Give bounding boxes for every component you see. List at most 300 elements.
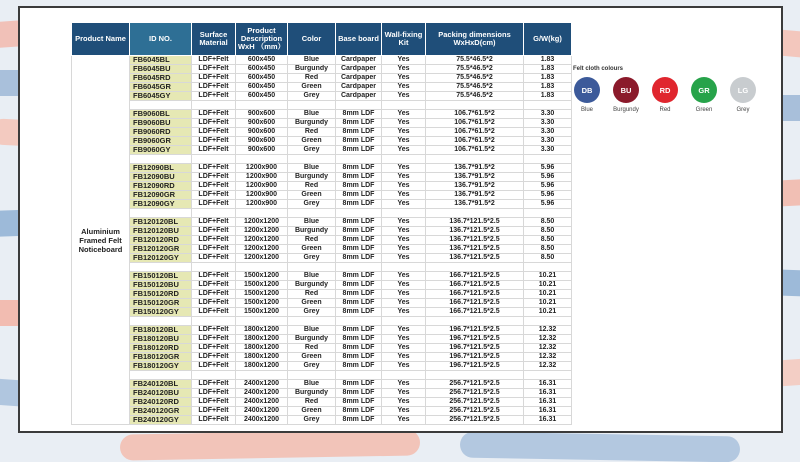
cell-gw: 12.32 (524, 335, 572, 344)
cell-kit: Yes (382, 200, 426, 209)
cell-packing: 136.7*121.5*2.5 (426, 254, 524, 263)
table-row (72, 128, 572, 137)
cell-surface: LDF+Felt (192, 299, 236, 308)
cell-surface: LDF+Felt (192, 74, 236, 83)
cell-packing: 166.7*121.5*2.5 (426, 308, 524, 317)
cell-id: FB150120BU (130, 281, 192, 290)
cell-color: Burgundy (288, 173, 336, 182)
cell-gw: 12.32 (524, 326, 572, 335)
spacer-cell (524, 263, 572, 272)
cell-gw: 1.83 (524, 65, 572, 74)
cell-id: FB12090RD (130, 182, 192, 191)
header-color: Color (288, 23, 336, 56)
spacer-cell (426, 317, 524, 326)
cell-id: FB240120GR (130, 407, 192, 416)
cell-packing: 136.7*91.5*2 (426, 173, 524, 182)
cell-gw: 8.50 (524, 236, 572, 245)
cell-id: FB180120BL (130, 326, 192, 335)
table-row (72, 227, 572, 236)
cell-kit: Yes (382, 416, 426, 425)
cell-packing: 196.7*121.5*2.5 (426, 362, 524, 371)
cell-gw: 10.21 (524, 299, 572, 308)
table-row (72, 380, 572, 389)
cell-color: Grey (288, 254, 336, 263)
spacer-cell (336, 371, 382, 380)
cell-size: 1200x1200 (236, 227, 288, 236)
cell-packing: 75.5*46.5*2 (426, 92, 524, 101)
cell-size: 1200x900 (236, 164, 288, 173)
cell-color: Blue (288, 326, 336, 335)
cell-size: 1200x900 (236, 173, 288, 182)
cell-size: 1500x1200 (236, 290, 288, 299)
cell-surface: LDF+Felt (192, 92, 236, 101)
cell-kit: Yes (382, 344, 426, 353)
cell-base: 8mm LDF (336, 119, 382, 128)
cell-gw: 1.83 (524, 56, 572, 65)
spacer-cell (382, 209, 426, 218)
cell-base: Cardpaper (336, 92, 382, 101)
table-row (72, 416, 572, 425)
cell-id: FB240120GY (130, 416, 192, 425)
cell-id: FB9060BU (130, 119, 192, 128)
header-gw: G/W(kg) (524, 23, 572, 56)
table-row (72, 137, 572, 146)
cell-kit: Yes (382, 56, 426, 65)
cell-gw: 3.30 (524, 128, 572, 137)
group-spacer-row (72, 317, 572, 326)
table-row (72, 173, 572, 182)
cell-size: 1200x1200 (236, 236, 288, 245)
cell-id: FB240120BL (130, 380, 192, 389)
cell-color: Blue (288, 380, 336, 389)
cell-surface: LDF+Felt (192, 56, 236, 65)
cell-id: FB240120RD (130, 398, 192, 407)
spacer-cell (192, 263, 236, 272)
cell-size: 900x600 (236, 146, 288, 155)
cell-color: Grey (288, 200, 336, 209)
cell-kit: Yes (382, 272, 426, 281)
cell-packing: 256.7*121.5*2.5 (426, 416, 524, 425)
cell-surface: LDF+Felt (192, 335, 236, 344)
cell-surface: LDF+Felt (192, 200, 236, 209)
cell-color: Burgundy (288, 281, 336, 290)
cell-packing: 166.7*121.5*2.5 (426, 281, 524, 290)
cell-packing: 136.7*91.5*2 (426, 182, 524, 191)
cell-gw: 10.21 (524, 290, 572, 299)
spacer-cell (524, 155, 572, 164)
cell-base: 8mm LDF (336, 398, 382, 407)
swatch-label: Grey (736, 107, 750, 113)
cell-size: 1500x1200 (236, 299, 288, 308)
spacer-cell (524, 371, 572, 380)
cell-base: 8mm LDF (336, 254, 382, 263)
cell-base: 8mm LDF (336, 182, 382, 191)
cell-id: FB180120RD (130, 344, 192, 353)
cell-base: 8mm LDF (336, 344, 382, 353)
cell-base: 8mm LDF (336, 407, 382, 416)
cell-size: 1500x1200 (236, 281, 288, 290)
cell-gw: 5.96 (524, 191, 572, 200)
cell-base: 8mm LDF (336, 299, 382, 308)
cell-surface: LDF+Felt (192, 227, 236, 236)
cell-gw: 10.21 (524, 272, 572, 281)
spacer-cell (382, 101, 426, 110)
table-row (72, 164, 572, 173)
cell-size: 1200x900 (236, 182, 288, 191)
cell-base: 8mm LDF (336, 353, 382, 362)
cell-kit: Yes (382, 191, 426, 200)
cell-gw: 3.30 (524, 137, 572, 146)
cell-size: 1800x1200 (236, 362, 288, 371)
group-spacer-row (72, 371, 572, 380)
cell-color: Red (288, 182, 336, 191)
cell-gw: 8.50 (524, 254, 572, 263)
table-row (72, 83, 572, 92)
table-row (72, 290, 572, 299)
cell-id: FB150120RD (130, 290, 192, 299)
cell-packing: 75.5*46.5*2 (426, 83, 524, 92)
cell-gw: 5.96 (524, 182, 572, 191)
cell-id: FB180120GY (130, 362, 192, 371)
swatch-blue (573, 77, 601, 113)
spacer-cell (288, 209, 336, 218)
cell-id: FB150120BL (130, 272, 192, 281)
cell-surface: LDF+Felt (192, 308, 236, 317)
cell-gw: 8.50 (524, 218, 572, 227)
swatch-red (651, 77, 679, 113)
cell-color: Burgundy (288, 389, 336, 398)
cell-base: 8mm LDF (336, 128, 382, 137)
cell-surface: LDF+Felt (192, 119, 236, 128)
swatch-dot: RD (652, 77, 678, 103)
table-row (72, 308, 572, 317)
cell-surface: LDF+Felt (192, 146, 236, 155)
cell-surface: LDF+Felt (192, 353, 236, 362)
cell-color: Green (288, 83, 336, 92)
spacer-cell (336, 101, 382, 110)
cell-color: Red (288, 290, 336, 299)
cell-color: Green (288, 353, 336, 362)
cell-surface: LDF+Felt (192, 182, 236, 191)
cell-gw: 8.50 (524, 245, 572, 254)
cell-surface: LDF+Felt (192, 236, 236, 245)
swatch-label: Burgundy (613, 107, 639, 113)
spacer-cell (426, 371, 524, 380)
cell-surface: LDF+Felt (192, 128, 236, 137)
cell-base: 8mm LDF (336, 245, 382, 254)
cell-surface: LDF+Felt (192, 281, 236, 290)
cell-packing: 166.7*121.5*2.5 (426, 290, 524, 299)
cell-size: 2400x1200 (236, 398, 288, 407)
cell-kit: Yes (382, 389, 426, 398)
cell-surface: LDF+Felt (192, 416, 236, 425)
header-product-name: Product Name (72, 23, 130, 56)
spacer-cell (130, 101, 192, 110)
table-row (72, 236, 572, 245)
cell-kit: Yes (382, 407, 426, 416)
cell-packing: 75.5*46.5*2 (426, 65, 524, 74)
cell-kit: Yes (382, 146, 426, 155)
cell-surface: LDF+Felt (192, 380, 236, 389)
cell-kit: Yes (382, 137, 426, 146)
cell-base: 8mm LDF (336, 362, 382, 371)
table-row (72, 335, 572, 344)
cell-packing: 136.7*121.5*2.5 (426, 236, 524, 245)
cell-size: 600x450 (236, 74, 288, 83)
table-row (72, 272, 572, 281)
cell-packing: 106.7*61.5*2 (426, 119, 524, 128)
table-row (72, 200, 572, 209)
spacer-cell (288, 317, 336, 326)
cell-color: Burgundy (288, 65, 336, 74)
swatch-dot: LG (730, 77, 756, 103)
cell-kit: Yes (382, 83, 426, 92)
group-spacer-row (72, 209, 572, 218)
felt-colour-swatches (573, 66, 778, 113)
spacer-cell (236, 101, 288, 110)
cell-surface: LDF+Felt (192, 407, 236, 416)
table-row (72, 407, 572, 416)
cell-id: FB12090GR (130, 191, 192, 200)
cell-size: 1200x900 (236, 200, 288, 209)
cell-surface: LDF+Felt (192, 65, 236, 74)
cell-packing: 256.7*121.5*2.5 (426, 389, 524, 398)
cell-id: FB120120BU (130, 227, 192, 236)
table-row (72, 92, 572, 101)
spacer-cell (382, 317, 426, 326)
cell-base: 8mm LDF (336, 335, 382, 344)
cell-color: Grey (288, 416, 336, 425)
cell-base: 8mm LDF (336, 173, 382, 182)
cell-packing: 106.7*61.5*2 (426, 110, 524, 119)
cell-base: 8mm LDF (336, 326, 382, 335)
spacer-cell (288, 101, 336, 110)
header-wall-fixing-kit: Wall-fixing Kit (382, 23, 426, 56)
cell-packing: 136.7*91.5*2 (426, 191, 524, 200)
table-row (72, 344, 572, 353)
cell-color: Red (288, 128, 336, 137)
cell-base: 8mm LDF (336, 164, 382, 173)
table-row (72, 218, 572, 227)
cell-id: FB240120BU (130, 389, 192, 398)
swatch-dot: BU (613, 77, 639, 103)
cell-kit: Yes (382, 398, 426, 407)
cell-gw: 16.31 (524, 389, 572, 398)
cell-gw: 12.32 (524, 344, 572, 353)
cell-id: FB180120GR (130, 353, 192, 362)
cell-packing: 136.7*121.5*2.5 (426, 227, 524, 236)
cell-base: 8mm LDF (336, 308, 382, 317)
header-id-no: ID NO. (130, 23, 192, 56)
table-row (72, 56, 572, 65)
cell-size: 2400x1200 (236, 380, 288, 389)
cell-base: 8mm LDF (336, 218, 382, 227)
cell-color: Grey (288, 92, 336, 101)
cell-base: 8mm LDF (336, 200, 382, 209)
swatch-grey (729, 77, 757, 113)
cell-gw: 16.31 (524, 398, 572, 407)
cell-id: FB150120GR (130, 299, 192, 308)
cell-packing: 196.7*121.5*2.5 (426, 335, 524, 344)
cell-base: 8mm LDF (336, 236, 382, 245)
cell-size: 1500x1200 (236, 272, 288, 281)
cell-surface: LDF+Felt (192, 326, 236, 335)
spacer-cell (130, 317, 192, 326)
cell-id: FB6045BL (130, 56, 192, 65)
cell-color: Red (288, 398, 336, 407)
cell-gw: 5.96 (524, 164, 572, 173)
cell-surface: LDF+Felt (192, 137, 236, 146)
cell-kit: Yes (382, 92, 426, 101)
cell-id: FB6045BU (130, 65, 192, 74)
swatch-label: Blue (580, 107, 593, 113)
cell-kit: Yes (382, 119, 426, 128)
cell-id: FB12090GY (130, 200, 192, 209)
cell-surface: LDF+Felt (192, 389, 236, 398)
table-row (72, 146, 572, 155)
cell-gw: 3.30 (524, 110, 572, 119)
cell-kit: Yes (382, 164, 426, 173)
cell-gw: 16.31 (524, 416, 572, 425)
cell-gw: 5.96 (524, 200, 572, 209)
cell-kit: Yes (382, 236, 426, 245)
cell-size: 900x600 (236, 119, 288, 128)
cell-size: 1200x1200 (236, 245, 288, 254)
cell-surface: LDF+Felt (192, 191, 236, 200)
cell-id: FB120120RD (130, 236, 192, 245)
cell-base: 8mm LDF (336, 281, 382, 290)
cell-id: FB120120BL (130, 218, 192, 227)
spacer-cell (336, 209, 382, 218)
cell-gw: 12.32 (524, 353, 572, 362)
cell-surface: LDF+Felt (192, 344, 236, 353)
cell-base: 8mm LDF (336, 110, 382, 119)
spacer-cell (336, 155, 382, 164)
cell-color: Blue (288, 56, 336, 65)
spacer-cell (192, 101, 236, 110)
cell-base: Cardpaper (336, 56, 382, 65)
spacer-cell (336, 263, 382, 272)
cell-surface: LDF+Felt (192, 398, 236, 407)
cell-size: 600x450 (236, 83, 288, 92)
spacer-cell (524, 317, 572, 326)
cell-color: Red (288, 236, 336, 245)
cell-color: Burgundy (288, 227, 336, 236)
cell-size: 2400x1200 (236, 407, 288, 416)
spacer-cell (192, 209, 236, 218)
cell-size: 900x600 (236, 137, 288, 146)
cell-surface: LDF+Felt (192, 245, 236, 254)
cell-packing: 166.7*121.5*2.5 (426, 299, 524, 308)
table-row (72, 191, 572, 200)
cell-id: FB120120GY (130, 254, 192, 263)
cell-color: Green (288, 137, 336, 146)
cell-packing: 256.7*121.5*2.5 (426, 407, 524, 416)
cell-kit: Yes (382, 65, 426, 74)
cell-packing: 136.7*121.5*2.5 (426, 218, 524, 227)
cell-base: 8mm LDF (336, 272, 382, 281)
cell-packing: 136.7*91.5*2 (426, 164, 524, 173)
cell-kit: Yes (382, 74, 426, 83)
cell-packing: 256.7*121.5*2.5 (426, 380, 524, 389)
spacer-cell (130, 209, 192, 218)
swatch-title: Felt cloth colours (573, 66, 624, 72)
cell-color: Blue (288, 110, 336, 119)
cell-gw: 10.21 (524, 281, 572, 290)
cell-surface: LDF+Felt (192, 290, 236, 299)
table-row (72, 74, 572, 83)
cell-packing: 196.7*121.5*2.5 (426, 344, 524, 353)
cell-packing: 256.7*121.5*2.5 (426, 398, 524, 407)
spacer-cell (236, 209, 288, 218)
cell-color: Red (288, 344, 336, 353)
spacer-cell (382, 263, 426, 272)
swatch-burgundy (612, 77, 640, 113)
header-product-description: Product Description WxH （mm） (236, 23, 288, 56)
cell-kit: Yes (382, 308, 426, 317)
cell-kit: Yes (382, 353, 426, 362)
cell-size: 2400x1200 (236, 416, 288, 425)
spacer-cell (130, 371, 192, 380)
table-row (72, 110, 572, 119)
cell-packing: 106.7*61.5*2 (426, 146, 524, 155)
cell-surface: LDF+Felt (192, 272, 236, 281)
table-row (72, 65, 572, 74)
cell-base: 8mm LDF (336, 380, 382, 389)
spacer-cell (288, 263, 336, 272)
cell-size: 1800x1200 (236, 326, 288, 335)
cell-base: 8mm LDF (336, 416, 382, 425)
swatch-label: Green (695, 107, 713, 113)
cell-size: 900x600 (236, 110, 288, 119)
cell-id: FB180120BU (130, 335, 192, 344)
cell-packing: 166.7*121.5*2.5 (426, 272, 524, 281)
cell-kit: Yes (382, 218, 426, 227)
table-row (72, 182, 572, 191)
cell-size: 600x450 (236, 65, 288, 74)
cell-size: 1500x1200 (236, 308, 288, 317)
cell-base: 8mm LDF (336, 290, 382, 299)
spacer-cell (524, 209, 572, 218)
spacer-cell (192, 155, 236, 164)
cell-id: FB9060GR (130, 137, 192, 146)
spacer-cell (130, 155, 192, 164)
spacer-cell (236, 371, 288, 380)
spacer-cell (192, 371, 236, 380)
group-spacer-row (72, 155, 572, 164)
cell-packing: 136.7*91.5*2 (426, 200, 524, 209)
cell-size: 2400x1200 (236, 389, 288, 398)
cell-kit: Yes (382, 362, 426, 371)
spacer-cell (426, 209, 524, 218)
cell-color: Blue (288, 272, 336, 281)
cell-base: Cardpaper (336, 83, 382, 92)
cell-id: FB9060RD (130, 128, 192, 137)
header-packing-dimensions: Packing dimensions WxHxD(cm) (426, 23, 524, 56)
product-spec-table (71, 22, 572, 425)
spacer-cell (192, 317, 236, 326)
table-row (72, 326, 572, 335)
table-row (72, 299, 572, 308)
spacer-cell (382, 155, 426, 164)
cell-base: Cardpaper (336, 65, 382, 74)
cell-surface: LDF+Felt (192, 218, 236, 227)
spacer-cell (236, 155, 288, 164)
table-row (72, 398, 572, 407)
cell-packing: 106.7*61.5*2 (426, 137, 524, 146)
cell-kit: Yes (382, 110, 426, 119)
cell-surface: LDF+Felt (192, 173, 236, 182)
